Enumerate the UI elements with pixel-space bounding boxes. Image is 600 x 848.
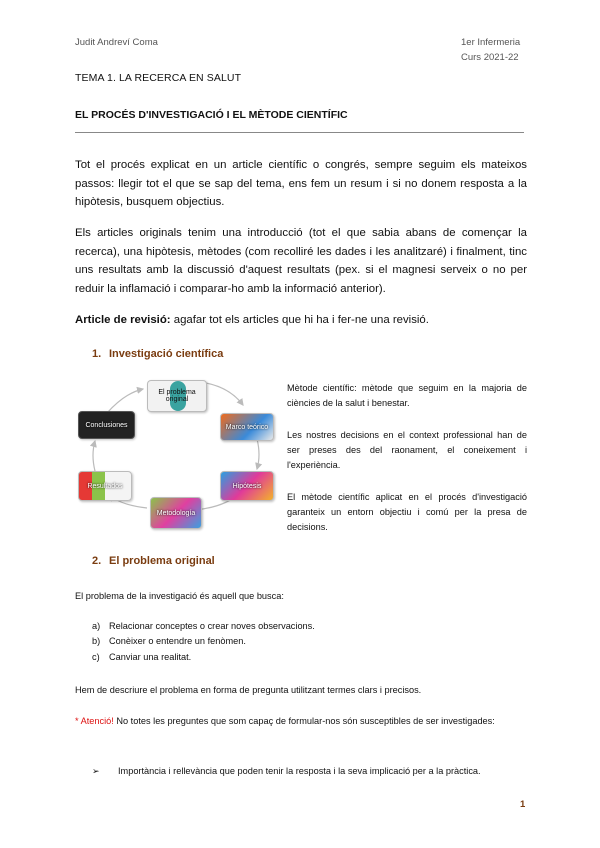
node-problema-original: El problema original xyxy=(147,380,207,412)
list-item: b) Conèixer o entendre un fenòmen. xyxy=(92,636,246,646)
warning-text: No totes les preguntes que som capaç de formular-nos són susceptibles de ser investigades: xyxy=(113,716,495,726)
paragraph-2: Els articles originals tenim una introducció (tot el que sabia abans de començar la recerca), una hipòtesis, mètodes (com recolliré les dades i les analitzaré) i finalment, tinc uns resultats amb la discussió d'aquest resultats (pex. si el magnesi serveix o no per reduir la inflamació i comparar-ho amb la informació anterior). xyxy=(75,227,527,295)
node-hipotesis: Hipótesis xyxy=(220,471,274,501)
section-2-intro: El problema de la investigació és aquell que busca: xyxy=(75,591,284,601)
section-2-number: 2. xyxy=(92,555,102,567)
section-2-title: El problema original xyxy=(109,555,215,567)
arrow-6 xyxy=(107,389,143,413)
scientific-method-diagram xyxy=(75,375,275,530)
header-course: 1er Infermeria xyxy=(461,37,521,48)
bullet-item: ➢ Importància i rellevància que poden tenir la resposta i la seva implicació per a la pràctica. xyxy=(92,764,481,779)
node-metodologia: Metodología xyxy=(150,497,202,529)
title-divider xyxy=(75,132,524,133)
topic-title: TEMA 1. LA RECERCA EN SALUT xyxy=(75,72,242,84)
section-1-text-1: Mètode científic: mètode que seguim en la majoria de ciències de la salut i benestar. xyxy=(287,383,527,409)
node-resultados: Resultados xyxy=(78,471,132,501)
node-marco-teorico: Marco teórico xyxy=(220,413,274,441)
header-author: Judit Andreví Coma xyxy=(75,37,158,48)
list-item: a) Relacionar conceptes o crear noves observacions. xyxy=(92,621,315,631)
section-2-describe: Hem de descriure el problema en forma de pregunta utilitzant termes clars i precisos. xyxy=(75,685,422,695)
arrow-bullet-icon: ➢ xyxy=(92,766,100,776)
paragraph-3 xyxy=(75,311,527,330)
paragraph-3-rest: agafar tot els articles que hi ha i fer-ne una revisió. xyxy=(170,314,429,326)
node-conclusiones: Conclusiones xyxy=(78,411,135,439)
section-1-text-3: El mètode científic aplicat en el procés d'investigació garanteix un entorn objectiu i comú per la presa de decisions. xyxy=(287,492,527,533)
header-year: Curs 2021-22 xyxy=(461,52,519,63)
arrow-5 xyxy=(93,441,95,471)
warning-label: * Atenció! xyxy=(75,716,114,726)
section-1-heading xyxy=(92,348,223,360)
section-1-number: 1. xyxy=(92,348,102,360)
list-item: c) Canviar una realitat. xyxy=(92,652,192,662)
page-number: 1 xyxy=(520,799,526,810)
arrow-2 xyxy=(257,439,259,469)
warning-paragraph xyxy=(75,713,527,729)
section-2-heading xyxy=(92,555,215,567)
section-1-text-2: Les nostres decisions en el context professional han de ser preses des del raonament, el coneixement i l'experiència. xyxy=(287,430,527,471)
paragraph-1: Tot el procés explicat en un article científic o congrés, sempre seguim els mateixos passos: llegir tot el que se sap del tema, ens fem un resum i si no donem resposta a la hipòtesis, busquem objectius. xyxy=(75,159,527,209)
page-title: EL PROCÉS D'INVESTIGACIÓ I EL MÈTODE CIENTÍFIC xyxy=(75,109,348,121)
section-1-title: Investigació científica xyxy=(109,348,224,360)
paragraph-3-bold: Article de revisió: xyxy=(75,314,171,326)
